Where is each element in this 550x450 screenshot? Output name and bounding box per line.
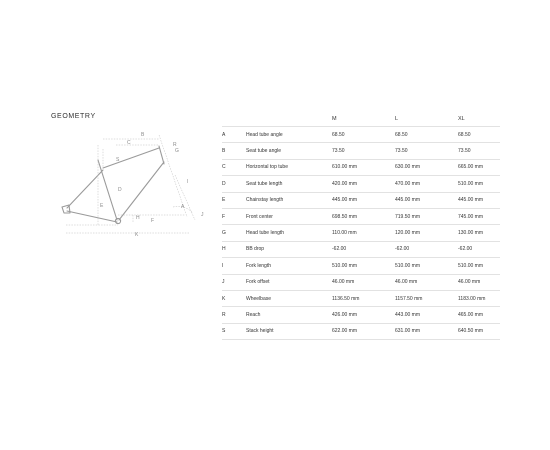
cell-l: 630.00 mm bbox=[395, 159, 458, 175]
cell-xl: 46.00 mm bbox=[458, 274, 500, 290]
row-key: A bbox=[222, 127, 246, 143]
column-header-xl: XL bbox=[458, 116, 465, 122]
row-key: G bbox=[222, 225, 246, 241]
cell-m: 110.00 mm bbox=[332, 225, 395, 241]
table-row bbox=[222, 159, 500, 175]
table-header-row bbox=[222, 112, 500, 127]
row-key: S bbox=[222, 323, 246, 339]
cell-m: 610.00 mm bbox=[332, 159, 395, 175]
bike-frame bbox=[62, 146, 164, 224]
label-i: I bbox=[187, 179, 189, 185]
cell-l: 631.00 mm bbox=[395, 323, 458, 339]
row-label: Chainstay length bbox=[246, 192, 332, 208]
cell-l: -62.00 bbox=[395, 241, 458, 257]
table-row bbox=[222, 258, 500, 274]
cell-xl: 73.50 bbox=[458, 143, 500, 159]
label-s: S bbox=[116, 157, 120, 163]
row-key: B bbox=[222, 143, 246, 159]
row-label: Fork offset bbox=[246, 274, 332, 290]
label-c: C bbox=[127, 140, 131, 146]
cell-l: 68.50 bbox=[395, 127, 458, 143]
page-title: GEOMETRY bbox=[51, 113, 96, 120]
row-label: BB drop bbox=[246, 241, 332, 257]
label-f: F bbox=[151, 218, 155, 224]
cell-xl: 510.00 mm bbox=[458, 176, 500, 192]
label-r: R bbox=[173, 142, 177, 148]
table-row bbox=[222, 192, 500, 208]
table-row bbox=[222, 307, 500, 323]
label-b: B bbox=[141, 132, 145, 138]
cell-m: 445.00 mm bbox=[332, 192, 395, 208]
geometry-table bbox=[222, 112, 500, 340]
cell-l: 445.00 mm bbox=[395, 192, 458, 208]
cell-l: 73.50 bbox=[395, 143, 458, 159]
cell-m: 420.00 mm bbox=[332, 176, 395, 192]
row-key: J bbox=[222, 274, 246, 290]
cell-xl: 465.00 mm bbox=[458, 307, 500, 323]
row-key: H bbox=[222, 241, 246, 257]
row-label: Wheelbase bbox=[246, 290, 332, 306]
cell-xl: 130.00 mm bbox=[458, 225, 500, 241]
column-header-l: L bbox=[395, 116, 399, 122]
cell-l: 470.00 mm bbox=[395, 176, 458, 192]
table-row bbox=[222, 208, 500, 224]
table-row bbox=[222, 225, 500, 241]
cell-xl: -62.00 bbox=[458, 241, 500, 257]
row-label: Front center bbox=[246, 208, 332, 224]
row-label: Head tube angle bbox=[246, 127, 332, 143]
column-header-m: M bbox=[332, 116, 337, 122]
table-row bbox=[222, 143, 500, 159]
row-label: Fork length bbox=[246, 258, 332, 274]
table-row bbox=[222, 241, 500, 257]
label-k: K bbox=[135, 232, 139, 238]
label-h: H bbox=[136, 215, 140, 221]
cell-m: 73.50 bbox=[332, 143, 395, 159]
row-key: R bbox=[222, 307, 246, 323]
cell-xl: 640.50 mm bbox=[458, 323, 500, 339]
label-j: J bbox=[201, 212, 204, 218]
cell-m: 46.00 mm bbox=[332, 274, 395, 290]
table-row bbox=[222, 176, 500, 192]
table-row bbox=[222, 127, 500, 143]
label-a: A bbox=[181, 204, 185, 210]
row-label: Horizontal top tube bbox=[246, 159, 332, 175]
cell-xl: 665.00 mm bbox=[458, 159, 500, 175]
row-key: D bbox=[222, 176, 246, 192]
cell-m: 68.50 bbox=[332, 127, 395, 143]
table-row bbox=[222, 323, 500, 339]
frame-geometry-diagram bbox=[55, 125, 215, 240]
cell-l: 46.00 mm bbox=[395, 274, 458, 290]
table-row bbox=[222, 274, 500, 290]
row-key: I bbox=[222, 258, 246, 274]
row-label: Reach bbox=[246, 307, 332, 323]
cell-xl: 1183.00 mm bbox=[458, 290, 500, 306]
cell-xl: 510.00 mm bbox=[458, 258, 500, 274]
cell-m: -62.00 bbox=[332, 241, 395, 257]
row-label: Seat tube length bbox=[246, 176, 332, 192]
cell-m: 622.00 mm bbox=[332, 323, 395, 339]
cell-l: 719.50 mm bbox=[395, 208, 458, 224]
cell-l: 510.00 mm bbox=[395, 258, 458, 274]
cell-xl: 745.00 mm bbox=[458, 208, 500, 224]
cell-m: 510.00 mm bbox=[332, 258, 395, 274]
label-g: G bbox=[175, 148, 179, 154]
cell-m: 1136.50 mm bbox=[332, 290, 395, 306]
row-label: Stack height bbox=[246, 323, 332, 339]
row-key: C bbox=[222, 159, 246, 175]
row-label: Seat tube angle bbox=[246, 143, 332, 159]
cell-l: 120.00 mm bbox=[395, 225, 458, 241]
row-key: K bbox=[222, 290, 246, 306]
cell-xl: 68.50 bbox=[458, 127, 500, 143]
label-e: E bbox=[100, 203, 104, 209]
cell-l: 1157.50 mm bbox=[395, 290, 458, 306]
row-key: E bbox=[222, 192, 246, 208]
row-key: F bbox=[222, 208, 246, 224]
cell-m: 426.00 mm bbox=[332, 307, 395, 323]
label-d: D bbox=[118, 187, 122, 193]
table-row bbox=[222, 290, 500, 306]
cell-m: 698.50 mm bbox=[332, 208, 395, 224]
cell-xl: 445.00 mm bbox=[458, 192, 500, 208]
row-label: Head tube length bbox=[246, 225, 332, 241]
cell-l: 443.00 mm bbox=[395, 307, 458, 323]
